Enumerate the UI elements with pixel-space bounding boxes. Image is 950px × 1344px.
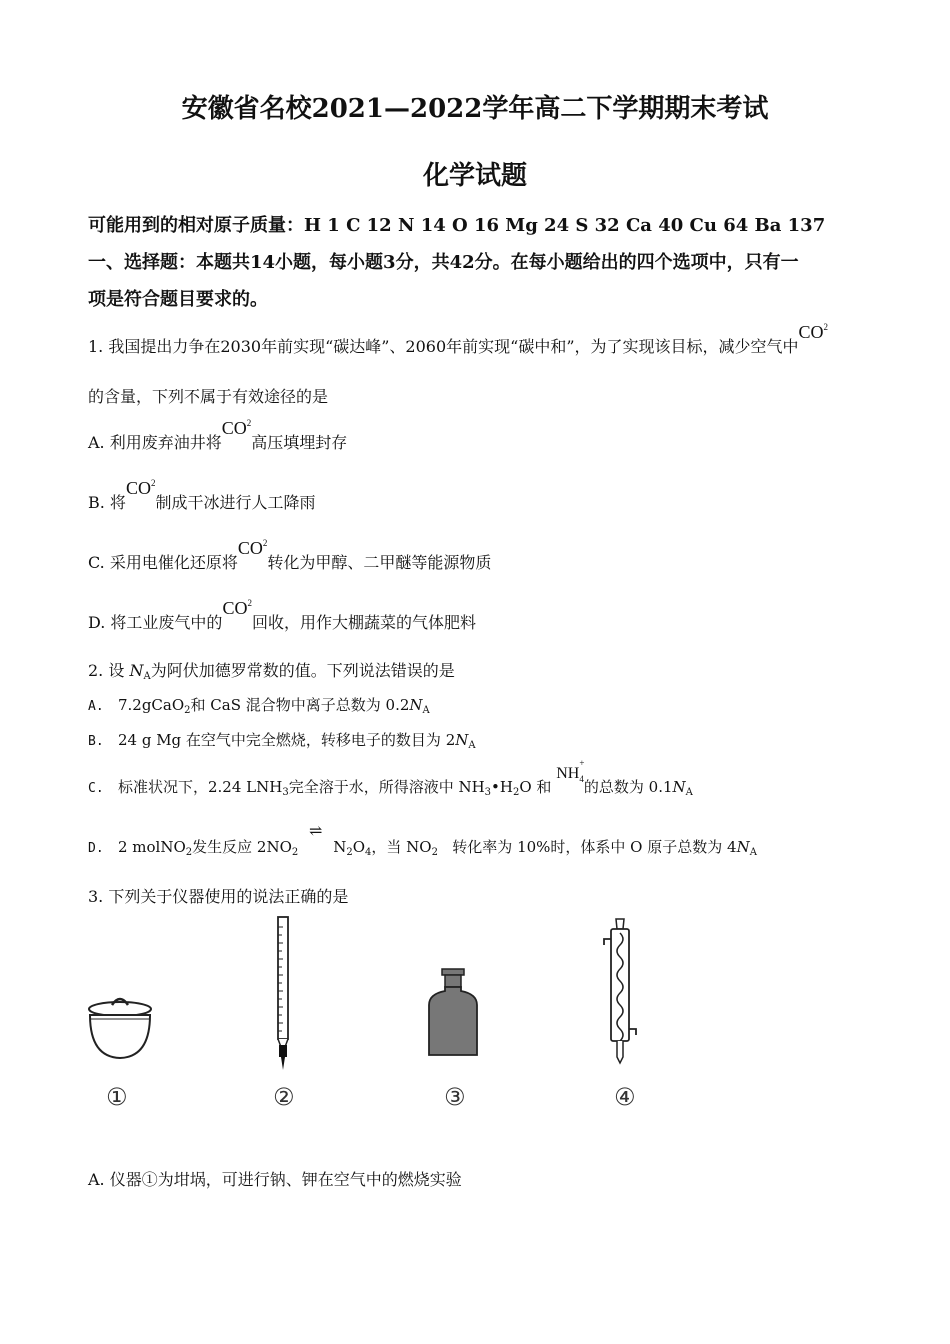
q1-stem-line2: 的含量，下列不属于有效途径的是 bbox=[88, 387, 329, 406]
page-title: 安徽省名校2021—2022学年高二下学期期末考试 bbox=[181, 94, 769, 124]
section-header-line2: 项是符合题目要求的。 bbox=[88, 289, 268, 310]
burette-icon bbox=[270, 915, 296, 1073]
apparatus-label-4: ④ bbox=[614, 1083, 636, 1111]
condenser-icon bbox=[600, 917, 640, 1067]
q2-stem: 2. 设 $N_A$为阿伏加德罗常数的值。下列说法错误的是 bbox=[88, 661, 455, 682]
q3-option-a: A. 仪器①为坩埚，可进行钠、钾在空气中的燃烧实验 bbox=[88, 1170, 462, 1189]
q2-option-b: B. 24 g Mg 在空气中完全燃烧，转移电子的数目为 $2N_A$ bbox=[88, 731, 476, 751]
co2-formula: $CO^2$ bbox=[237, 538, 268, 558]
apparatus-label-3: ③ bbox=[444, 1083, 466, 1111]
co2-formula: $CO^2$ bbox=[125, 478, 156, 498]
q1-option-c: C. 采用电催化还原将$CO^2$转化为甲醇、二甲醚等能源物质 bbox=[88, 538, 492, 572]
q3-stem: 3. 下列关于仪器使用的说法正确的是 bbox=[88, 887, 349, 906]
co2-formula: $CO^2$ bbox=[221, 418, 252, 438]
q2-option-a: A. 7.2gCaO$_2$和 CaS 混合物中离子总数为 $0.2N_A$ bbox=[88, 696, 430, 716]
equilibrium-arrow-icon: ⇌ bbox=[309, 821, 323, 840]
q1-stem-line1 bbox=[88, 322, 829, 357]
crucible-icon bbox=[84, 995, 156, 1065]
q2-option-d: D. 2 molNO$_2$发生反应 $2NO_2$ ⇌ $N_2O_4$，当 $NO_2$ 转化率为 10%时，体系中 O 原子总数为 $4N_A$ bbox=[88, 821, 757, 858]
reagent-bottle-icon bbox=[425, 967, 481, 1059]
apparatus-label-2: ② bbox=[273, 1083, 295, 1111]
apparatus-label-1: ① bbox=[106, 1083, 128, 1111]
co2-formula: $CO^2$ bbox=[222, 598, 252, 618]
atomic-masses-line: 可能用到的相对原子质量：H 1 C 12 N 14 O 16 Mg 24 S 32 Ca 40 Cu 64 Ba 137 bbox=[88, 215, 826, 236]
section-header-line1: 一、选择题：本题共14小题，每小题3分，共42分。在每小题给出的四个选项中，只有一 bbox=[88, 252, 799, 273]
nh4-formula: $NH^+_4$ bbox=[556, 758, 585, 784]
q1-option-d: D. 将工业废气中的$CO^2$回收，用作大棚蔬菜的气体肥料 bbox=[88, 598, 476, 632]
page-subtitle: 化学试题 bbox=[422, 161, 527, 191]
q1-option-a: A. 利用废弃油井将$CO^2$高压填埋封存 bbox=[88, 418, 348, 452]
q2-option-c: C. 标准状况下，2.24 $LNH_3$完全溶于水，所得溶液中 $NH_3•H_2O$ 和 $NH^+_4$的总数为 $0.1N_A$ bbox=[88, 758, 693, 798]
q1-stem-text: 1. 我国提出力争在2030年前实现“碳达峰”、2060年前实现“碳中和”，为了实现该目标，减少空气中 bbox=[88, 337, 799, 356]
q1-option-b: B. 将$CO^2$制成干冰进行人工降雨 bbox=[88, 478, 316, 512]
q1-co2-formula: $CO^2$ bbox=[798, 322, 829, 342]
